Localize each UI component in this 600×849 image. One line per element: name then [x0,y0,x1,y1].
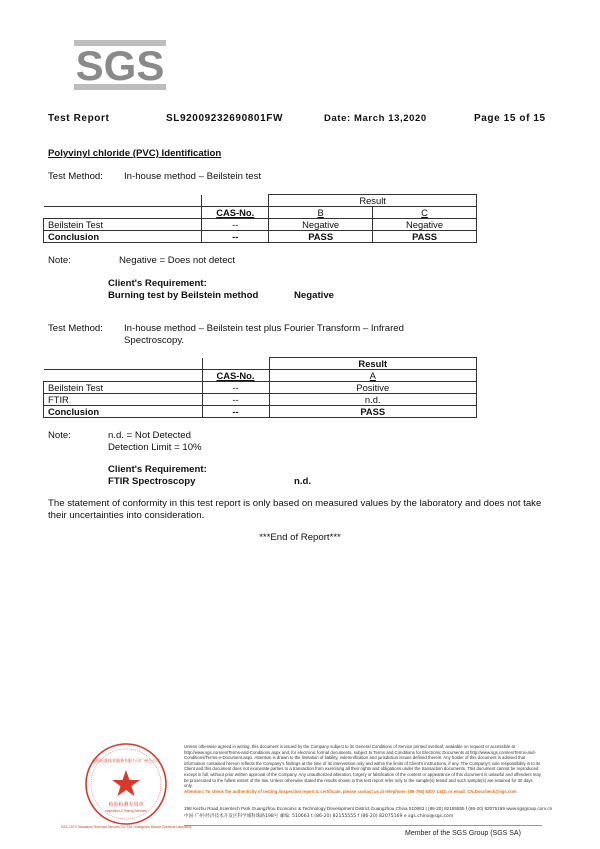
note-line2-2: Detection Limit = 10% [108,442,202,453]
client-requirement-value-2: n.d. [294,476,312,487]
client-requirement-value-1: Negative [294,290,334,301]
cas-header-1: CAS-No. [202,207,269,219]
row-value-b: PASS [269,231,373,243]
row-name: Beilstein Test [44,382,203,394]
test-method-label-2: Test Method: [48,323,103,334]
stamp-en-text: Inspection & Testing Services [105,809,147,813]
row-name: Beilstein Test [44,219,202,231]
row-name: Conclusion [44,406,203,418]
table-row [44,219,477,231]
note-text-1: Negative = Does not detect [119,255,235,266]
note-label-1: Note: [48,255,71,266]
col-b-header: B [269,207,373,219]
row-cas: -- [202,382,269,394]
logo-text: SGS [75,42,165,89]
result-header-2: Result [269,358,477,370]
col-a-header: A [269,370,477,382]
note-label-2: Note: [48,430,71,441]
conformity-statement: The statement of conformity in this test report is only based on measured values by the laboratory and does not take their uncertainties into consideration. [48,498,542,521]
row-cas: -- [202,231,269,243]
sgs-logo [74,40,166,90]
client-requirement-item-2: FTIR Spectroscopy [108,476,196,487]
row-value-a: PASS [269,406,477,418]
test-method-2-line1: In-house method – Beilstein test plus Fourier Transform – Infrared [124,323,404,334]
client-requirement-title-1: Client's Requirement: [108,278,207,289]
footer-divider [184,825,542,826]
table-row [44,394,477,406]
result-header-1: Result [269,195,477,207]
stamp-center-text: 检验检测专用章 [108,802,144,808]
result-table-2 [43,357,477,418]
report-number: SL92009232690801FW [166,113,283,124]
row-value-c: Negative [373,219,477,231]
row-cas: -- [202,406,269,418]
attention-text: Attention: To check the authenticity of testing /inspection report & certificate, please contact us at telephone: (86-755) 8307 1443, or email: CN.Doccheck@sgs.com [184,788,517,794]
company-seal [60,740,192,830]
col-c-header: C [373,207,477,219]
row-value-c: PASS [373,231,477,243]
table-row [44,382,477,394]
address-en: 198 Kezhu Road,Scientech Park Guangzhou Economic & Technology Development District,Guangzhou,China 510663 t (86-20) 82155555 f (86-20) 82075169 www.sgsgroup.com.cn [184,806,553,811]
row-value-b: Negative [269,219,373,231]
test-method-label-1: Test Method: [48,171,103,182]
test-method-2-line2: Spectroscopy. [124,335,185,346]
address-cn: 中国·广州·经济技术开发区科学城科珠路198号 邮编: 510663 t (86-20) 82155555 f (86-20) 82075169 e sgs.china@sgs.com [184,814,454,819]
row-name: Conclusion [44,231,202,243]
end-of-report: ***End of Report*** [259,532,341,543]
row-cas: -- [202,219,269,231]
stamp-bottom-text: SGS-CSTC Standards Technical Services Co., Ltd. Guangzhou Branch Chemical Laboratory [60,825,192,829]
member-text: Member of the SGS Group (SGS SA) [405,830,521,837]
client-requirement-item-1: Burning test by Beilstein method [108,290,259,301]
row-value-a: Positive [269,382,477,394]
disclaimer-text: Unless otherwise agreed in writing, this document is issued by the Company subject to its General Conditions of Service printed overleaf, available on request or accessible at http://www.sgs.com/en/Terms-and-Conditions.aspx and, for electronic format documents, subject to Terms and Conditions for Electronic Documents at http://www.sgs.com/en/Terms-and-Conditions/Terms-e-Document.aspx. Attention is drawn to the limitation of liability, indemnification and jurisdiction issues defined therein. Any holder of this document is advised that information contained hereon reflects the Company's findings at the time of its intervention only and within the limits of Client's instructions, if any. The Company's sole responsibility is to its Client and this document does not exonerate parties to a transaction from exercising all their rights and obligations under the transaction documents. This document cannot be reproduced except in full, without prior written approval of the Company. Any unauthorized alteration, forgery or falsification of the content or appearance of this document is unlawful and offenders may be prosecuted to the fullest extent of the law. Unless otherwise stated the results shown in this test report refer only to the sample(s) tested and such sample(s) are retained for 30 days only. [184,744,541,789]
row-value-a: n.d. [269,394,477,406]
header-label: Test Report [48,113,110,124]
note-line1-2: n.d. = Not Detected [108,430,191,441]
cas-header-2: CAS-No. [202,370,269,382]
result-table-1 [43,194,477,243]
test-method-1: In-house method – Beilstein test [124,171,262,182]
page-number: Page 15 of 15 [474,113,546,124]
section-title: Polyvinyl chloride (PVC) Identification [48,148,222,159]
client-requirement-title-2: Client's Requirement: [108,464,207,475]
report-date: Date: March 13,2020 [324,113,427,124]
stamp-top-text: 通标标准技术服务有限公司广州分公司 [92,758,160,763]
table-row [44,406,477,418]
table-row [44,231,477,243]
footer-disclaimer [184,744,542,794]
row-cas: -- [202,394,269,406]
row-name: FTIR [44,394,203,406]
